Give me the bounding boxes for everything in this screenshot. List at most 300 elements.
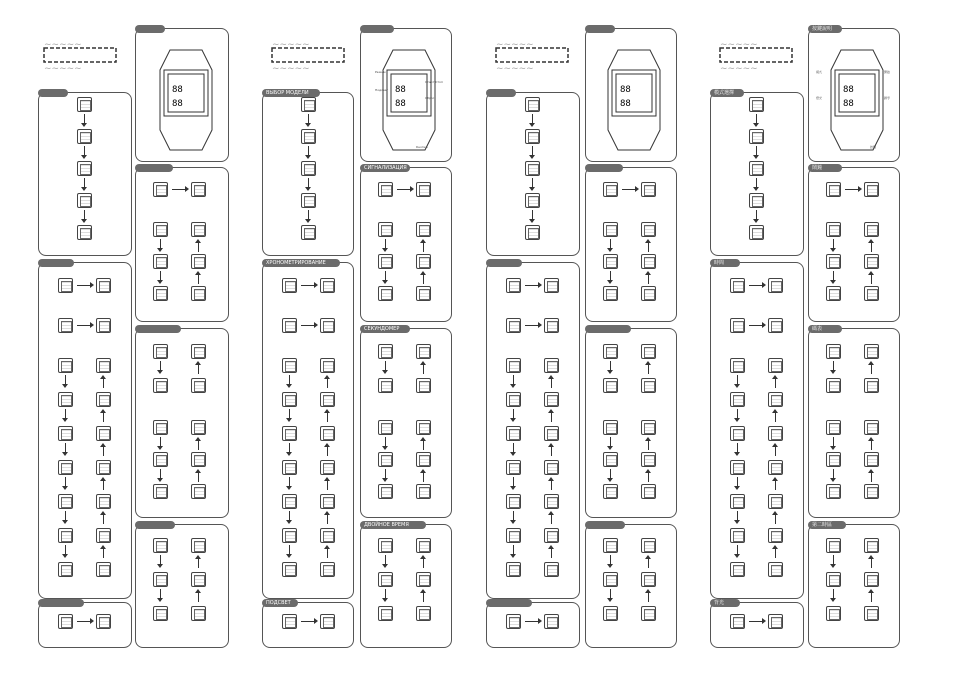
- lcd-display-icon: [282, 278, 297, 293]
- stopwatch-header-3: [585, 325, 631, 333]
- watch-illustration-icon: [598, 40, 670, 160]
- lcd-display-icon: [282, 460, 297, 475]
- lcd-display-icon: [282, 562, 297, 577]
- arrow-down-icon: [84, 146, 85, 156]
- arrow-up-icon: [198, 242, 199, 252]
- lcd-display-icon: [730, 392, 745, 407]
- arrow-up-icon: [103, 446, 104, 456]
- lcd-display-icon: [416, 344, 431, 359]
- zh-alarm-panel: [808, 167, 900, 322]
- lcd-display-icon: [768, 392, 783, 407]
- lcd-display-icon: [191, 254, 206, 269]
- zh-time-panel: [710, 262, 804, 599]
- lcd-display-icon: [378, 606, 393, 621]
- lcd-display-icon: [641, 572, 656, 587]
- ru-watch-label-start: Старт/Стоп: [425, 80, 443, 84]
- arrow-down-icon: [833, 271, 834, 281]
- arrow-down-icon: [737, 511, 738, 521]
- watch-illustration-icon: [150, 40, 222, 160]
- arrow-down-icon: [737, 545, 738, 555]
- lcd-display-icon: [826, 222, 841, 237]
- lcd-display-icon: [864, 572, 879, 587]
- alarm-panel-header: [135, 164, 173, 172]
- lcd-display-icon: [58, 392, 73, 407]
- watch-illustration-icon: [821, 40, 893, 160]
- lcd-display-icon: [378, 378, 393, 393]
- arrow-down-icon: [737, 477, 738, 487]
- lcd-display-icon: [416, 484, 431, 499]
- arrow-up-icon: [423, 558, 424, 568]
- lcd-display-icon: [58, 614, 73, 629]
- arrow-up-icon: [327, 412, 328, 422]
- arrow-up-icon: [198, 472, 199, 482]
- zh-alarm-header: 鬧鐘: [808, 164, 842, 172]
- lcd-display-icon: [768, 426, 783, 441]
- arrow-down-icon: [385, 437, 386, 447]
- lcd-display-icon: [320, 614, 335, 629]
- lcd-display-icon: [730, 562, 745, 577]
- lcd-display-icon: [153, 254, 168, 269]
- lcd-display-icon: [641, 182, 656, 197]
- arrow-down-icon: [385, 555, 386, 565]
- lcd-display-icon: [641, 484, 656, 499]
- lcd-display-icon: [320, 528, 335, 543]
- lcd-display-icon: [544, 528, 559, 543]
- lcd-display-icon: [320, 392, 335, 407]
- lcd-display-icon: [506, 614, 521, 629]
- lcd-display-icon: [864, 606, 879, 621]
- lcd-display-icon: [320, 278, 335, 293]
- lcd-display-icon: [826, 286, 841, 301]
- ru-watch-label-button: Кнопка: [416, 145, 428, 149]
- arrow-right-icon: [301, 325, 315, 326]
- ru-mode-header: ВЫБОР МОДЕЛИ: [262, 89, 320, 97]
- lcd-display-icon: [506, 494, 521, 509]
- arrow-up-icon: [648, 558, 649, 568]
- svg-text:~~~~~: ~~~~~: [720, 64, 758, 73]
- arrow-down-icon: [160, 555, 161, 565]
- arrow-down-icon: [756, 178, 757, 188]
- arrow-down-icon: [756, 210, 757, 220]
- lcd-display-icon: [544, 392, 559, 407]
- lcd-display-icon: [191, 286, 206, 301]
- dual-header-3: [585, 521, 625, 529]
- zh-watch-label-reset: 歸零: [884, 96, 891, 100]
- lcd-display-icon: [282, 426, 297, 441]
- lcd-display-icon: [58, 358, 73, 373]
- arrow-up-icon: [327, 514, 328, 524]
- lcd-display-icon: [416, 286, 431, 301]
- svg-text:~~~~~: ~~~~~: [720, 40, 758, 50]
- svg-text:~~~~~: ~~~~~: [496, 40, 534, 50]
- lcd-display-icon: [191, 538, 206, 553]
- arrow-right-icon: [77, 621, 91, 622]
- lcd-display-icon: [378, 452, 393, 467]
- lcd-display-icon: [768, 460, 783, 475]
- zh-watch-header: 按鍵說明: [808, 25, 842, 33]
- lcd-display-icon: [506, 528, 521, 543]
- lcd-display-icon: [191, 344, 206, 359]
- lcd-display-icon: [282, 392, 297, 407]
- lcd-display-icon: [282, 358, 297, 373]
- lcd-display-icon: [96, 278, 111, 293]
- alarm-panel: [135, 167, 229, 322]
- lcd-display-icon: [416, 420, 431, 435]
- arrow-down-icon: [65, 375, 66, 385]
- arrow-down-icon: [737, 443, 738, 453]
- arrow-up-icon: [103, 480, 104, 490]
- arrow-right-icon: [749, 621, 763, 622]
- arrow-up-icon: [648, 274, 649, 284]
- lcd-display-icon: [153, 182, 168, 197]
- svg-text:88: 88: [172, 99, 183, 109]
- arrow-down-icon: [513, 409, 514, 419]
- lcd-display-icon: [826, 606, 841, 621]
- lcd-display-icon: [153, 420, 168, 435]
- lcd-display-icon: [525, 129, 540, 144]
- lcd-display-icon: [864, 538, 879, 553]
- lcd-display-icon: [641, 286, 656, 301]
- arrow-up-icon: [327, 548, 328, 558]
- arrow-down-icon: [385, 469, 386, 479]
- arrow-down-icon: [289, 511, 290, 521]
- lcd-display-icon: [153, 452, 168, 467]
- lcd-display-icon: [96, 392, 111, 407]
- svg-text:88: 88: [843, 85, 854, 95]
- arrow-up-icon: [648, 592, 649, 602]
- lcd-display-icon: [641, 420, 656, 435]
- arrow-up-icon: [551, 378, 552, 388]
- arrow-down-icon: [532, 146, 533, 156]
- arrow-up-icon: [423, 440, 424, 450]
- arrow-right-icon: [525, 285, 539, 286]
- lcd-display-icon: [544, 562, 559, 577]
- backlight-panel-header: [38, 599, 84, 607]
- lcd-display-icon: [77, 97, 92, 112]
- lcd-display-icon: [378, 344, 393, 359]
- arrow-down-icon: [833, 469, 834, 479]
- arrow-down-icon: [160, 437, 161, 447]
- arrow-up-icon: [327, 378, 328, 388]
- lcd-display-icon: [77, 161, 92, 176]
- zh-watch-label-button: 按鍵: [870, 145, 877, 149]
- ru-watch-header: [360, 25, 394, 33]
- arrow-up-icon: [423, 242, 424, 252]
- brand-logo: [40, 35, 120, 73]
- svg-text:~~~~~: ~~~~~: [496, 64, 534, 73]
- lcd-display-icon: [768, 562, 783, 577]
- lcd-display-icon: [749, 225, 764, 240]
- lcd-display-icon: [301, 129, 316, 144]
- lcd-display-icon: [416, 254, 431, 269]
- lcd-display-icon: [864, 452, 879, 467]
- brand-logo-ru: [268, 35, 348, 73]
- dual-time-panel: [135, 524, 229, 648]
- arrow-right-icon: [77, 285, 91, 286]
- arrow-down-icon: [756, 146, 757, 156]
- zh-stopwatch-header: 碼表: [808, 325, 842, 333]
- arrow-down-icon: [160, 239, 161, 249]
- arrow-down-icon: [308, 210, 309, 220]
- arrow-down-icon: [289, 477, 290, 487]
- lcd-display-icon: [768, 528, 783, 543]
- arrow-right-icon: [749, 285, 763, 286]
- lcd-display-icon: [730, 318, 745, 333]
- lcd-display-icon: [191, 378, 206, 393]
- lcd-display-icon: [58, 318, 73, 333]
- lcd-display-icon: [826, 452, 841, 467]
- lcd-display-icon: [603, 254, 618, 269]
- ru-chrono-header: ХРОНОМЕТРИРОВАНИЕ: [262, 259, 340, 267]
- arrow-up-icon: [648, 440, 649, 450]
- arrow-down-icon: [65, 443, 66, 453]
- alarm-header-3: [585, 164, 623, 172]
- lcd-display-icon: [96, 318, 111, 333]
- lcd-display-icon: [864, 286, 879, 301]
- lcd-display-icon: [416, 606, 431, 621]
- lcd-display-icon: [416, 378, 431, 393]
- lcd-display-icon: [525, 225, 540, 240]
- lcd-display-icon: [768, 278, 783, 293]
- zh-dual-header: 第二時區: [808, 521, 846, 529]
- ru-chrono-panel: [262, 262, 354, 599]
- svg-text:88: 88: [620, 85, 631, 95]
- zh-watch-label-light: 燈光: [816, 96, 823, 100]
- lcd-display-icon: [749, 129, 764, 144]
- lcd-display-icon: [826, 484, 841, 499]
- arrow-down-icon: [833, 589, 834, 599]
- lcd-display-icon: [416, 452, 431, 467]
- lcd-display-icon: [730, 278, 745, 293]
- lcd-display-icon: [96, 528, 111, 543]
- arrow-down-icon: [160, 469, 161, 479]
- lcd-display-icon: [506, 318, 521, 333]
- lcd-display-icon: [96, 426, 111, 441]
- lcd-display-icon: [864, 254, 879, 269]
- svg-text:88: 88: [843, 99, 854, 109]
- arrow-up-icon: [551, 446, 552, 456]
- zh-watch-label-start: 開始: [884, 70, 891, 74]
- arrow-up-icon: [775, 446, 776, 456]
- arrow-right-icon: [525, 621, 539, 622]
- lcd-display-icon: [301, 225, 316, 240]
- arrow-up-icon: [423, 472, 424, 482]
- lcd-display-icon: [525, 193, 540, 208]
- lcd-display-icon: [378, 286, 393, 301]
- ru-backlight-header: ПОДСВЕТ: [262, 599, 298, 607]
- lcd-display-icon: [525, 161, 540, 176]
- arrow-down-icon: [610, 469, 611, 479]
- stopwatch-panel: [135, 328, 229, 518]
- mode-header-3: [486, 89, 516, 97]
- lcd-display-icon: [301, 97, 316, 112]
- arrow-down-icon: [513, 477, 514, 487]
- lcd-display-icon: [320, 460, 335, 475]
- arrow-up-icon: [775, 378, 776, 388]
- lcd-display-icon: [525, 97, 540, 112]
- arrow-down-icon: [385, 589, 386, 599]
- ru-backlight-panel: [262, 602, 354, 648]
- arrow-up-icon: [423, 592, 424, 602]
- lcd-display-icon: [96, 494, 111, 509]
- lcd-display-icon: [864, 378, 879, 393]
- lcd-display-icon: [153, 538, 168, 553]
- arrow-down-icon: [160, 361, 161, 371]
- zh-backlight-panel: [710, 602, 804, 648]
- watch-illustration-icon: [373, 40, 445, 160]
- lcd-display-icon: [768, 614, 783, 629]
- lcd-display-icon: [58, 528, 73, 543]
- lcd-display-icon: [506, 426, 521, 441]
- lcd-display-icon: [864, 222, 879, 237]
- lcd-display-icon: [641, 378, 656, 393]
- lcd-display-icon: [826, 572, 841, 587]
- lcd-display-icon: [191, 484, 206, 499]
- ru-watch-label-light: Подсвет: [375, 88, 389, 92]
- lcd-display-icon: [826, 538, 841, 553]
- brand-logo-3: [492, 35, 572, 73]
- arrow-down-icon: [610, 271, 611, 281]
- backlight-panel-3: [486, 602, 580, 648]
- lcd-display-icon: [603, 222, 618, 237]
- arrow-right-icon: [301, 285, 315, 286]
- arrow-down-icon: [833, 555, 834, 565]
- lcd-display-icon: [603, 286, 618, 301]
- lcd-display-icon: [58, 460, 73, 475]
- lcd-display-icon: [826, 182, 841, 197]
- arrow-right-icon: [749, 325, 763, 326]
- brand-logo-zh: [716, 35, 796, 73]
- lcd-display-icon: [603, 538, 618, 553]
- arrow-down-icon: [65, 545, 66, 555]
- time-panel: [38, 262, 132, 599]
- lcd-display-icon: [641, 254, 656, 269]
- arrow-down-icon: [513, 443, 514, 453]
- lcd-display-icon: [153, 222, 168, 237]
- lcd-display-icon: [58, 426, 73, 441]
- lcd-display-icon: [282, 528, 297, 543]
- lcd-display-icon: [153, 344, 168, 359]
- lcd-display-icon: [544, 278, 559, 293]
- lcd-display-icon: [282, 494, 297, 509]
- alarm-panel-3: [585, 167, 677, 322]
- lcd-display-icon: [544, 318, 559, 333]
- lcd-display-icon: [77, 193, 92, 208]
- ru-stopwatch-panel: [360, 328, 452, 518]
- lcd-display-icon: [320, 562, 335, 577]
- lcd-display-icon: [730, 426, 745, 441]
- arrow-down-icon: [833, 361, 834, 371]
- lcd-display-icon: [768, 494, 783, 509]
- lcd-display-icon: [641, 538, 656, 553]
- lcd-display-icon: [544, 614, 559, 629]
- arrow-right-icon: [622, 189, 636, 190]
- arrow-up-icon: [871, 242, 872, 252]
- stopwatch-panel-3: [585, 328, 677, 518]
- arrow-up-icon: [871, 472, 872, 482]
- arrow-right-icon: [397, 189, 411, 190]
- backlight-header-3: [486, 599, 532, 607]
- arrow-down-icon: [610, 239, 611, 249]
- time-header-3: [486, 259, 522, 267]
- arrow-up-icon: [551, 514, 552, 524]
- arrow-up-icon: [423, 364, 424, 374]
- arrow-up-icon: [198, 440, 199, 450]
- svg-text:~~~~~: ~~~~~: [272, 64, 310, 73]
- ru-dual-header: ДВОЙНОЕ ВРЕМЯ: [360, 521, 426, 529]
- ru-watch-label-mode: Режим: [375, 70, 386, 74]
- backlight-panel: [38, 602, 132, 648]
- dual-time-panel-header: [135, 521, 175, 529]
- svg-text:~~~~~: ~~~~~: [272, 40, 310, 50]
- arrow-down-icon: [532, 210, 533, 220]
- zh-stopwatch-panel: [808, 328, 900, 518]
- arrow-down-icon: [756, 114, 757, 124]
- arrow-down-icon: [84, 114, 85, 124]
- arrow-up-icon: [198, 364, 199, 374]
- watch-panel-header: [135, 25, 165, 33]
- lcd-display-icon: [96, 460, 111, 475]
- arrow-down-icon: [65, 409, 66, 419]
- arrow-up-icon: [551, 412, 552, 422]
- time-panel-3: [486, 262, 580, 599]
- arrow-down-icon: [513, 545, 514, 555]
- arrow-down-icon: [289, 409, 290, 419]
- arrow-down-icon: [610, 589, 611, 599]
- arrow-up-icon: [103, 412, 104, 422]
- lcd-display-icon: [58, 278, 73, 293]
- arrow-up-icon: [648, 242, 649, 252]
- lcd-display-icon: [603, 182, 618, 197]
- arrow-down-icon: [65, 511, 66, 521]
- arrow-down-icon: [513, 375, 514, 385]
- mode-panel-header: [38, 89, 68, 97]
- lcd-display-icon: [749, 161, 764, 176]
- arrow-down-icon: [308, 146, 309, 156]
- arrow-down-icon: [308, 114, 309, 124]
- lcd-display-icon: [506, 460, 521, 475]
- svg-text:88: 88: [172, 85, 183, 95]
- stopwatch-panel-header: [135, 325, 181, 333]
- svg-text:~~~~~: ~~~~~: [44, 40, 82, 50]
- lcd-display-icon: [378, 420, 393, 435]
- lcd-display-icon: [191, 572, 206, 587]
- lcd-display-icon: [378, 182, 393, 197]
- zh-watch-label-mode: 模式: [816, 70, 823, 74]
- lcd-display-icon: [826, 254, 841, 269]
- arrow-down-icon: [532, 114, 533, 124]
- arrow-up-icon: [648, 364, 649, 374]
- arrow-down-icon: [385, 239, 386, 249]
- svg-text:~~~~~: ~~~~~: [44, 64, 82, 73]
- arrow-up-icon: [775, 514, 776, 524]
- lcd-display-icon: [506, 562, 521, 577]
- lcd-display-icon: [603, 452, 618, 467]
- lcd-display-icon: [641, 606, 656, 621]
- lcd-display-icon: [378, 538, 393, 553]
- ru-stopwatch-header: СЕКУНДОМЕР: [360, 325, 410, 333]
- lcd-display-icon: [320, 426, 335, 441]
- lcd-display-icon: [544, 358, 559, 373]
- lcd-display-icon: [641, 452, 656, 467]
- arrow-up-icon: [103, 548, 104, 558]
- lcd-display-icon: [416, 182, 431, 197]
- arrow-up-icon: [198, 558, 199, 568]
- lcd-display-icon: [320, 494, 335, 509]
- lcd-display-icon: [603, 378, 618, 393]
- ru-signal-header: СИГНАЛИЗАЦИЯ: [360, 164, 410, 172]
- arrow-up-icon: [198, 274, 199, 284]
